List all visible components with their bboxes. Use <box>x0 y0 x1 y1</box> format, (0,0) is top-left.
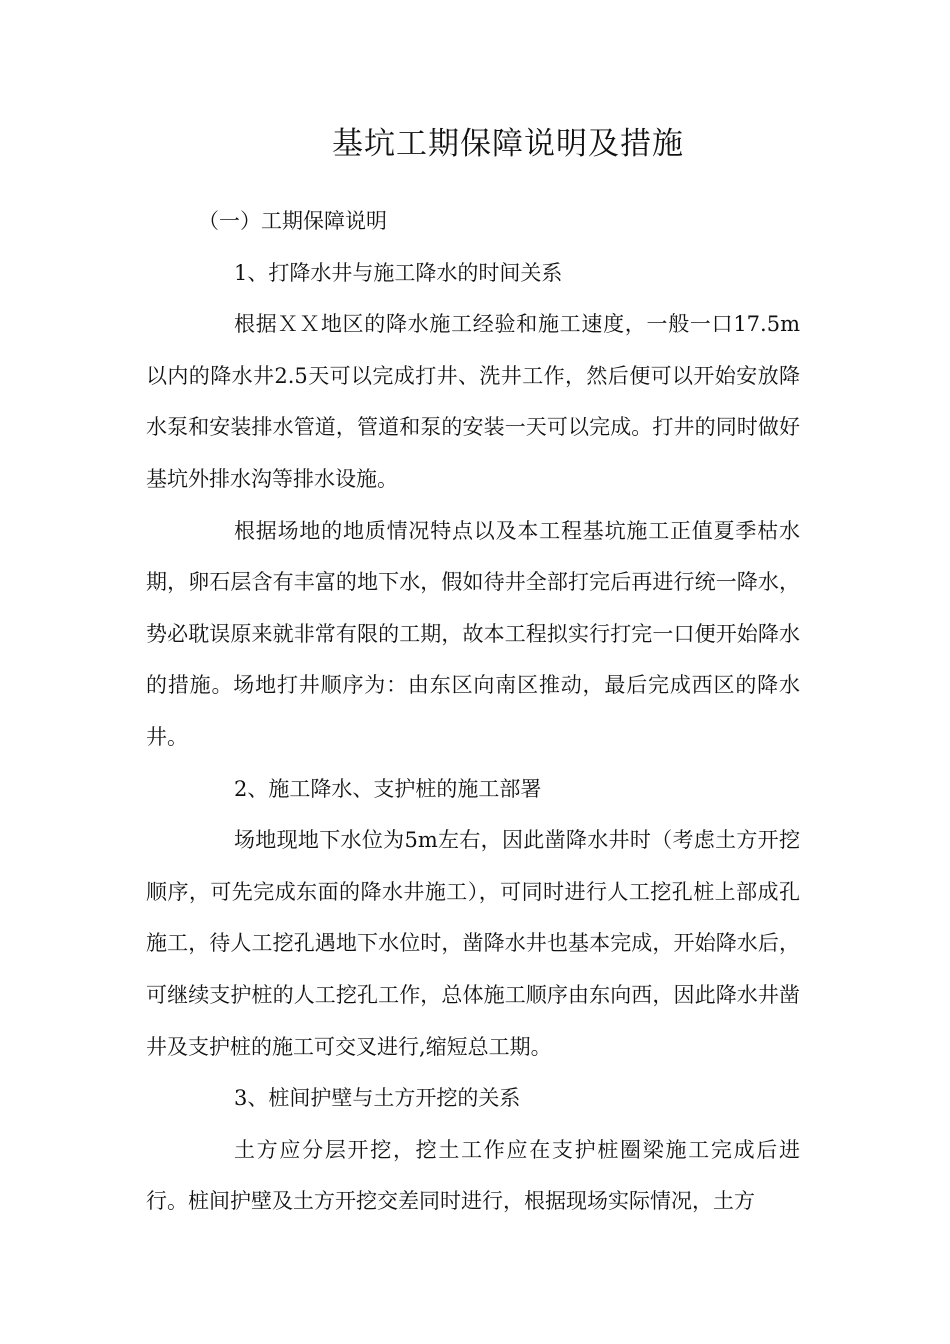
document-title: 基坑工期保障说明及措施 <box>332 126 684 162</box>
section-heading: （一）工期保障说明 <box>198 209 387 233</box>
paragraph-2-1: 场地现地下水位为5m左右，因此凿降水井时（考虑土方开挖顺序，可先完成东面的降水井施工），可同时进行人工挖孔桩上部成孔施工，待人工挖孔遇地下水位时，凿降水井也基本完成，开始降水后，可继续支护桩的人工挖孔工作，总体施工顺序由东向西，因此降水井凿井及支护桩的施工可交叉进行,缩短总工期。 <box>146 828 800 1059</box>
subsection-heading-3: 3、桩间护壁与土方开挖的关系 <box>234 1086 521 1111</box>
paragraph-3-1: 土方应分层开挖，挖土工作应在支护桩圈梁施工完成后进行。桩间护壁及土方开挖交差同时进行，根据现场实际情况，土方 <box>146 1137 800 1214</box>
subsection-heading-1: 1、打降水井与施工降水的时间关系 <box>234 260 563 285</box>
paragraph-1-2: 根据场地的地质情况特点以及本工程基坑施工正值夏季枯水期，卵石层含有丰富的地下水，假如待井全部打完后再进行统一降水，势必耽误原来就非常有限的工期，故本工程拟实行打完一口便开始降水的措施。场地打井顺序为：由东区向南区推动，最后完成西区的降水井。 <box>146 518 800 749</box>
document-body <box>146 196 800 1228</box>
subsection-heading-2: 2、施工降水、支护桩的施工部署 <box>234 776 542 801</box>
paragraph-1-1: 根据ＸＸ地区的降水施工经验和施工速度，一般一口17.5m以内的降水井2.5天可以完成打井、洗井工作，然后便可以开始安放降水泵和安装排水管道，管道和泵的安装一天可以完成。打井的同时做好基坑外排水沟等排水设施。 <box>146 312 800 491</box>
